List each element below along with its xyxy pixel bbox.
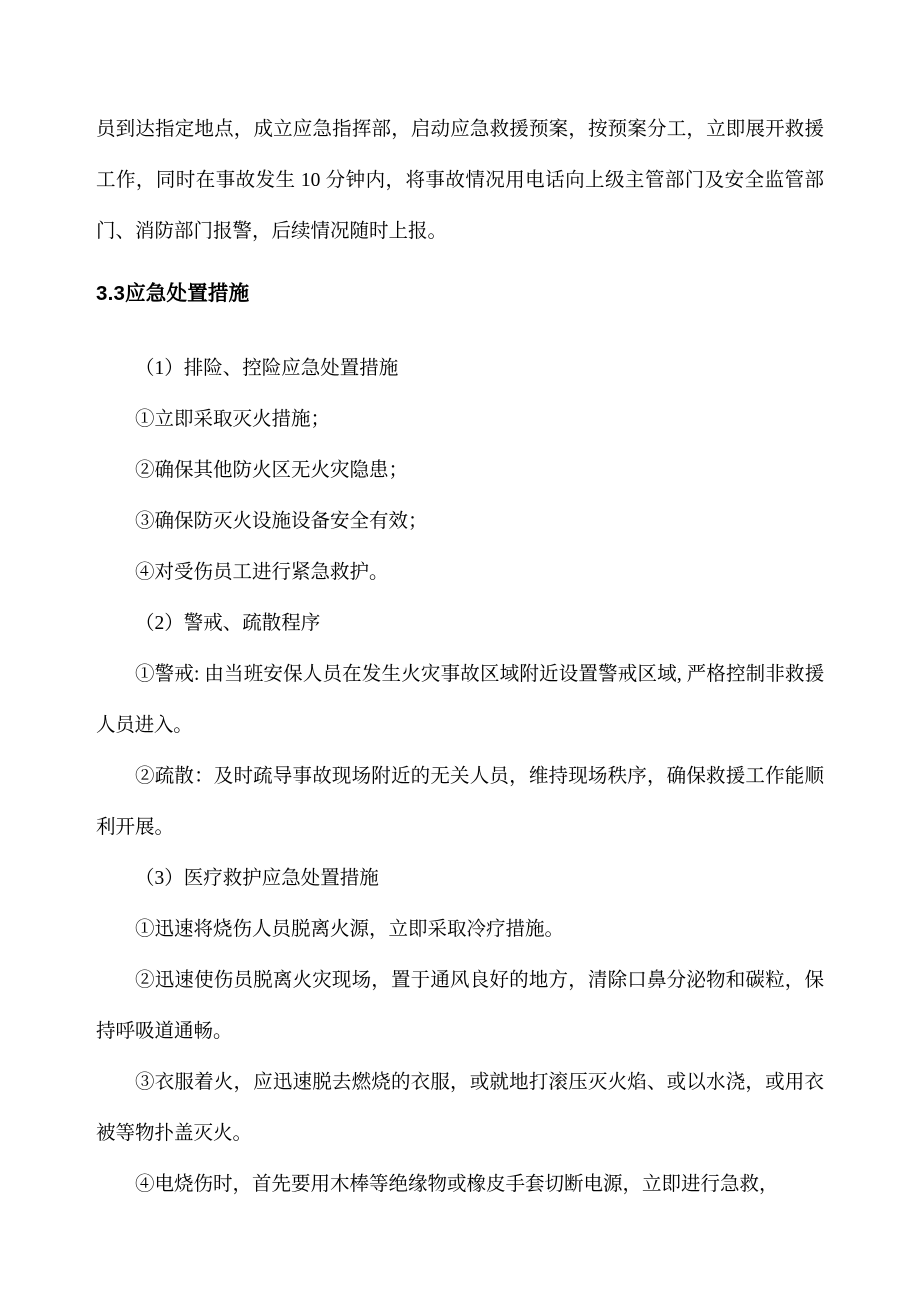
intro-paragraph: 员到达指定地点，成立应急指挥部，启动应急救援预案，按预案分工，立即展开救援工作，同时在事故发生 10 分钟内，将事故情况用电话向上级主管部门及安全监管部门、消防部门报警，后续情况随时上报。 [96, 119, 824, 242]
section-2-title: （2）警戒、疏散程序 [135, 613, 321, 634]
section-3-item-3: ③衣服着火，应迅速脱去燃烧的衣服，或就地打滚压灭火焰、或以水浇，或用衣被等物扑盖灭火。 [96, 1072, 824, 1144]
section-2-item-1: ①警戒: 由当班安保人员在发生火灾事故区域附近设置警戒区域, 严格控制非救援人员进入。 [96, 664, 824, 736]
section-1-item-3: ③确保防灭火设施设备安全有效； [135, 511, 428, 532]
section-heading-3-3 [96, 263, 824, 325]
section-3-title: （3）医疗救护应急处置措施 [135, 868, 379, 889]
section-heading-title: 应急处置措施 [125, 282, 250, 305]
section-1-title: （1）排险、控险应急处置措施 [135, 358, 399, 379]
section-3-item-4: ④电烧伤时，首先要用木棒等绝缘物或橡皮手套切断电源，立即进行急救， [135, 1174, 779, 1195]
section-1-item-1: ①立即采取灭火措施； [135, 409, 331, 430]
section-3-item-1: ①迅速将烧伤人员脱离火源，立即采取冷疗措施。 [135, 919, 565, 940]
section-2-item-2: ②疏散：及时疏导事故现场附近的无关人员，维持现场秩序，确保救援工作能顺利开展。 [96, 766, 824, 838]
section-1-item-2: ②确保其他防火区无火灾隐患； [135, 460, 409, 481]
section-heading-number: 3.3 [96, 282, 126, 305]
section-3-item-2: ②迅速使伤员脱离火灾现场，置于通风良好的地方，清除口鼻分泌物和碳粒，保持呼吸道通畅。 [96, 970, 824, 1042]
spacer [96, 329, 824, 343]
section-1-item-4: ④对受伤员工进行紧急救护。 [135, 562, 389, 583]
document-body [96, 104, 824, 1210]
